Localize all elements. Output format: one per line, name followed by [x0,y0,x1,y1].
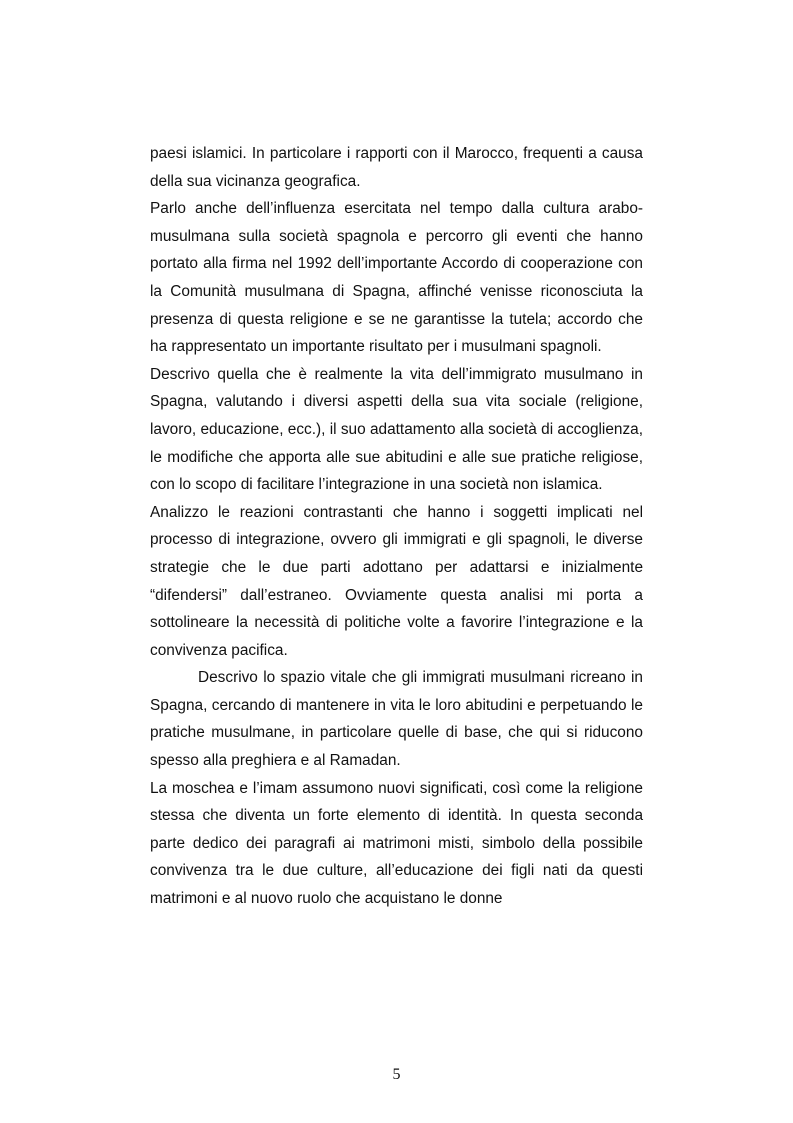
paragraph-immigrant-life: Descrivo quella che è realmente la vita dell’immigrato musulmano in Spagna, valutando i diversi aspetti della sua vita sociale (religione, lavoro, educazione, ecc.), il suo adattamento alla società di accoglienza, le modifiche che apporta alle sue abitudini e alle sue pratiche religiose, con lo scopo di facilitare l’integrazione in una società non islamica. [150,365,643,494]
body-text [150,140,643,913]
paragraph-continuation: paesi islamici. In particolare i rapporti con il Marocco, frequenti a causa della sua vicinanza geografica. [150,145,643,190]
paragraph-mosque-imam: La moschea e l’imam assumono nuovi significati, così come la religione stessa che diventa un forte elemento di identità. In questa seconda parte dedico dei paragrafi ai matrimoni misti, simbolo della possibile convivenza tra le due culture, all’educazione dei figli nati da questi matrimoni e al nuovo ruolo che acquistano le donne [150,779,643,908]
page-number: 5 [392,1066,401,1083]
paragraph-integration-reactions: Analizzo le reazioni contrastanti che hanno i soggetti implicati nel processo di integrazione, ovvero gli immigrati e gli spagnoli, le diverse strategie che le due parti adottano per adattarsi e inizialmente “difendersi” dall’estraneo. Ovviamente questa analisi mi porta a sottolineare la necessità di politiche volte a favorire l’integrazione e la convivenza pacifica. [150,503,643,659]
paragraph-vital-space: Descrivo lo spazio vitale che gli immigrati musulmani ricreano in Spagna, cercando di mantenere in vita le loro abitudini e perpetuando le pratiche musulmane, in particolare quelle di base, che qui si riducono spesso alla preghiera e al Ramadan. [150,669,643,770]
paragraph-arab-muslim-influence: Parlo anche dell’influenza esercitata nel tempo dalla cultura arabo-musulmana sulla società spagnola e percorro gli eventi che hanno portato alla firma nel 1992 dell’importante Accordo di cooperazione con la Comunità musulmana di Spagna, affinché venisse riconosciuta la presenza di questa religione e se ne garantisse la tutela; accordo che ha rappresentato un importante risultato per i musulmani spagnoli. [150,200,643,356]
